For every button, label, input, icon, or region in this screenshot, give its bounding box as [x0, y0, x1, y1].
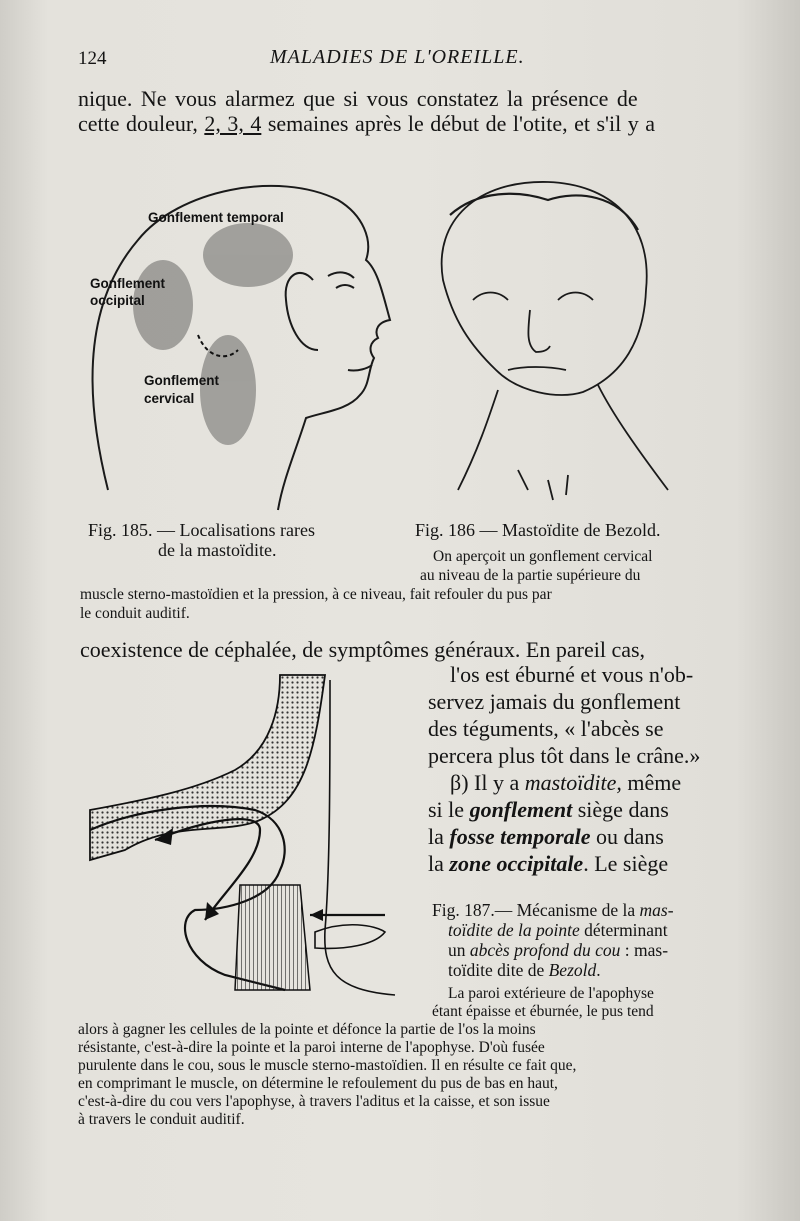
fig187-pressure-arrowhead [310, 909, 323, 921]
fig187-muscle [235, 885, 310, 990]
body-line-6: β) Il y a mastoïdite, même [450, 770, 682, 795]
label-gonflement-occipital-2: occipital [90, 293, 145, 308]
label-gonflement-occipital-1: Gonflement [90, 276, 166, 291]
fig186-desc-line1: On aperçoit un gonflement cervical [433, 548, 653, 565]
body-line-7: si le gonflement siège dans [428, 797, 669, 822]
figures-185-186 [78, 160, 738, 520]
body-line-2: l'os est éburné et vous n'ob- [450, 662, 694, 687]
fig187-desc-line5: purulente dans le cou, sous le muscle sterno-mastoïdien. Il en résulte ce fait que, [78, 1057, 577, 1074]
body-line-4: des téguments, « l'abcès se [428, 716, 664, 741]
body-line-5: percera plus tôt dans le crâne.» [428, 743, 701, 768]
fig185-swelling-shading [133, 223, 293, 445]
fig187-bone-wall [90, 675, 325, 860]
body-line-3: servez jamais du gonflement [428, 689, 681, 714]
fig186-desc-line4: le conduit auditif. [80, 605, 190, 622]
fig187-caption-line3: un abcès profond du cou : mas- [448, 940, 669, 960]
fig187-diagram [85, 670, 425, 1000]
underlined-weeks: 2, 3, 4 [204, 111, 262, 136]
fig185-caption-line1: Fig. 185. — Localisations rares [88, 520, 315, 540]
page-number: 124 [78, 48, 107, 69]
fig185-caption-line2: de la mastoïdite. [158, 540, 277, 560]
fig187-desc-line3: alors à gagner les cellules de la pointe et défonce la partie de l'os la moins [78, 1021, 536, 1038]
intro-line-1: nique. Ne vous alarmez que si vous constatez la présence de [78, 86, 638, 111]
fig187-desc-line8: à travers le conduit auditif. [78, 1111, 245, 1128]
label-gonflement-cervical-2: cervical [144, 391, 195, 406]
body-line-1: coexistence de céphalée, de symptômes généraux. En pareil cas, [80, 637, 646, 662]
fig187-caption-line1: Fig. 187.— Mécanisme de la mas- [432, 900, 674, 920]
fig186-caption: Fig. 186 — Mastoïdite de Bezold. [415, 520, 661, 540]
fig187-desc-line7: c'est-à-dire du cou vers l'apophyse, à travers l'aditus et la caisse, et son issue [78, 1093, 550, 1110]
fig186-desc-line3: muscle sterno-mastoïdien et la pression, à ce niveau, fait refouler du pus par [80, 586, 552, 603]
body-line-9: la zone occipitale. Le siège [428, 851, 669, 876]
fig187-caption-line2: toïdite de la pointe déterminant [448, 920, 668, 940]
body-line-8: la fosse temporale ou dans [428, 824, 664, 849]
label-gonflement-temporal: Gonflement temporal [148, 210, 284, 225]
fig187-desc-line6: en comprimant le muscle, on détermine le refoulement du pus de bas en haut, [78, 1075, 558, 1092]
fig187-caption-line4: toïdite dite de Bezold. [448, 960, 601, 980]
running-title: MALADIES DE L'OREILLE. [270, 46, 525, 68]
fig187-desc-line4: résistante, c'est-à-dire la pointe et la paroi interne de l'apophyse. D'où fusée [78, 1039, 545, 1056]
fig186-desc-line2: au niveau de la partie supérieure du [420, 567, 641, 584]
intro-line-2: cette douleur, 2, 3, 4 semaines après le début de l'otite, et s'il y a [78, 111, 655, 136]
label-gonflement-cervical-1: Gonflement [144, 373, 220, 388]
fig187-desc-line2: étant épaisse et éburnée, le pus tend [432, 1003, 654, 1020]
fig186-frontal-face [442, 182, 668, 500]
fig187-desc-line1: La paroi extérieure de l'apophyse [448, 985, 654, 1002]
